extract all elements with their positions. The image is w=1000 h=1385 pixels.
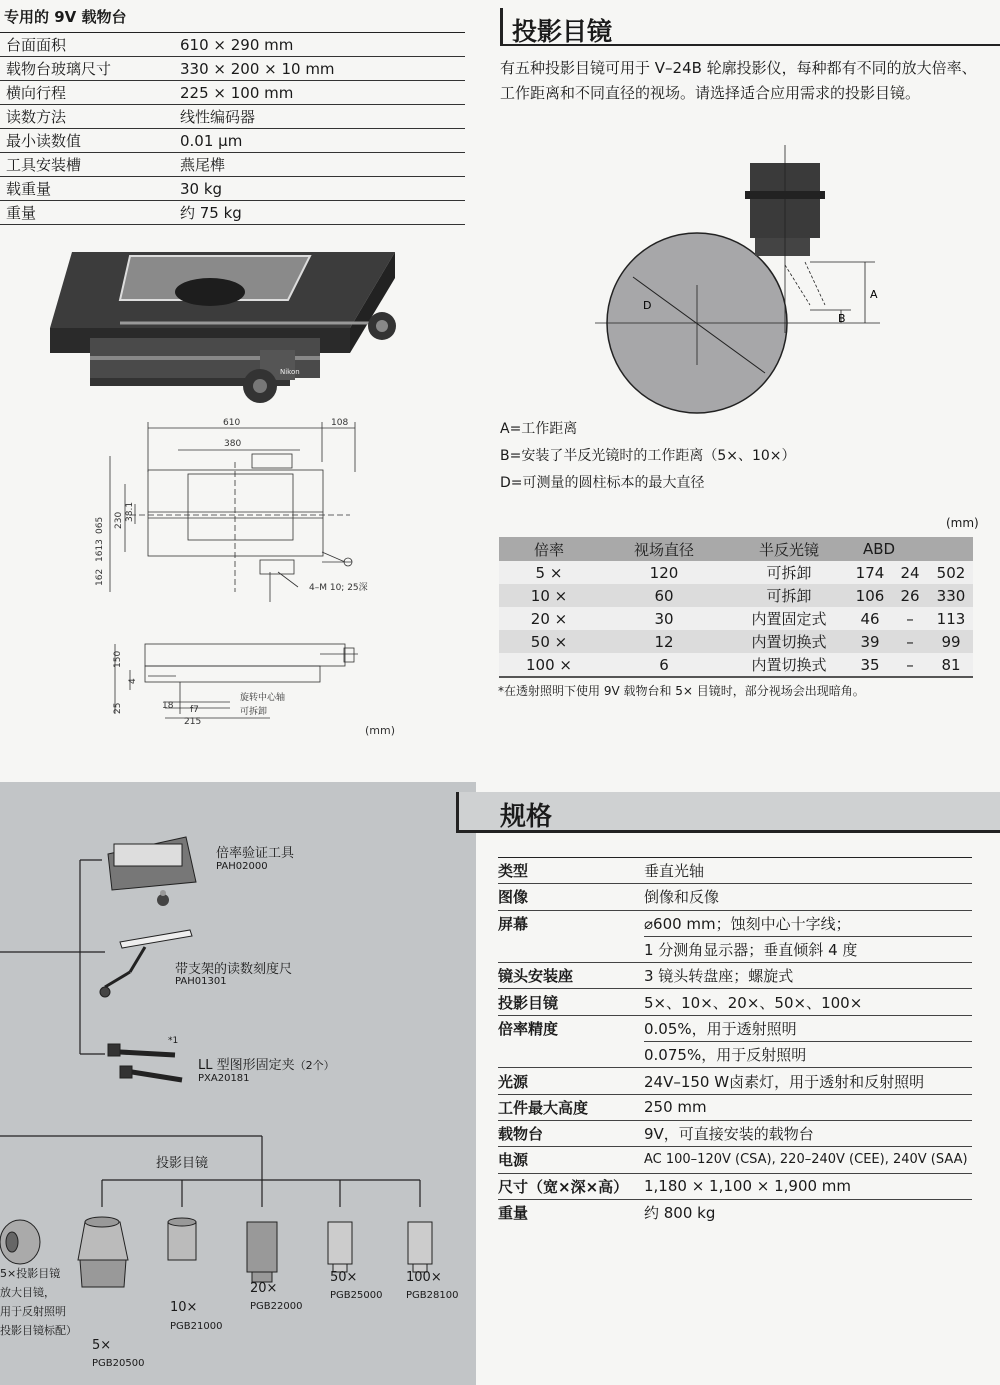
cell: – [891, 653, 929, 677]
cell: 39 [849, 630, 891, 653]
side-lens-note [0, 1264, 77, 1340]
table-row [0, 153, 465, 177]
lens-title-text: 投影目镜 [512, 17, 613, 46]
spec-value: AC 100–120V (CSA), 220–240V (CEE), 240V (SAA) [644, 1147, 972, 1173]
acc-clamp-label: LL 型图形固定夹 [198, 1058, 295, 1073]
ll-clamp-image [108, 1044, 182, 1080]
stage-photo [50, 238, 410, 408]
table-header-row [499, 537, 973, 561]
dim-150: 150 [113, 650, 123, 668]
cell: 46 [849, 607, 891, 630]
table-row [499, 607, 973, 630]
lens-100x-image [408, 1222, 432, 1272]
cell: 330 [929, 584, 973, 607]
table-row [498, 1042, 972, 1068]
cell: 12 [599, 630, 729, 653]
spec-key: 重量 [0, 201, 174, 225]
stage-spec-table [0, 32, 465, 225]
cell: 内置切换式 [729, 630, 849, 653]
spec-value: 0.01 μm [174, 129, 465, 153]
cell: 26 [891, 584, 929, 607]
stage-title: 专用的 9V 载物台 [4, 8, 127, 26]
spec-key: 工具安装槽 [0, 153, 174, 177]
lens-100x-label: 100× [406, 1270, 442, 1285]
acc-clamp-qty: （2个） [294, 1059, 335, 1072]
cell: 10 × [499, 584, 599, 607]
table-row [498, 1120, 972, 1146]
col-header: ABD [849, 537, 973, 561]
dim-162: 162 [95, 568, 105, 586]
legend-b: B=安装了半反光镜时的工作距离（5×、10×） [500, 448, 796, 464]
lens-5x-image [78, 1217, 128, 1287]
spec-key: 载重量 [0, 177, 174, 201]
col-header: 倍率 [499, 537, 599, 561]
table-row [0, 57, 465, 81]
spec-value: 0.075%，用于反射照明 [644, 1042, 972, 1068]
lens-20x-label: 20× [250, 1281, 278, 1296]
spec-value: 约 75 kg [174, 201, 465, 225]
dim-380: 380 [224, 439, 242, 449]
lens-20x-image [247, 1222, 277, 1282]
dim-108: 108 [331, 418, 349, 428]
table-row [499, 630, 973, 653]
side-note-line: 放大目镜， [0, 1286, 55, 1299]
spec-key: 光源 [498, 1068, 644, 1094]
table-row [0, 81, 465, 105]
label-d: D [643, 299, 652, 312]
spec-value: 24V–150 W卤素灯，用于透射和反射照明 [644, 1068, 972, 1094]
col-header: 视场直径 [599, 537, 729, 561]
spec-value: 垂直光轴 [644, 858, 972, 884]
table-row [498, 1173, 972, 1199]
spec-value: 1 分测角显示器；垂直倾斜 4 度 [644, 936, 972, 962]
dim-38: 38.1 [125, 501, 135, 522]
spec-key: 图像 [498, 884, 644, 910]
lens-100x-code: PGB28100 [406, 1290, 459, 1301]
cell: 174 [849, 561, 891, 584]
cell: 50 × [499, 630, 599, 653]
spec-value: 610 × 290 mm [174, 33, 465, 57]
cell: 35 [849, 653, 891, 677]
cell: 100 × [499, 653, 599, 677]
dim-1613: 1613 [95, 539, 105, 562]
cell: 5 × [499, 561, 599, 584]
spec-value: 约 800 kg [644, 1204, 716, 1222]
spec-value: 1,180 × 1,100 × 1,900 mm [644, 1173, 972, 1199]
lens-50x-code: PGB25000 [330, 1290, 383, 1301]
spec-key [498, 936, 644, 962]
note-detachable: 可拆卸 [240, 707, 268, 717]
spec-key: 镜头安装座 [498, 963, 644, 989]
acc-scale-name: 带支架的读数刻度尺 [175, 962, 293, 977]
spec-value: 9V，可直接安装的载物台 [644, 1120, 972, 1146]
spec-value: 线性编码器 [174, 105, 465, 129]
cell: 内置切换式 [729, 653, 849, 677]
spec-value: 225 × 100 mm [174, 81, 465, 105]
legend-a: A=工作距离 [500, 421, 578, 437]
note-holes: 4–M 10; 25深 [309, 583, 368, 593]
cell: 60 [599, 584, 729, 607]
table-row [499, 653, 973, 677]
table-row [498, 989, 972, 1015]
spec-key: 重量 [498, 1204, 529, 1222]
lens-section-title [500, 8, 1000, 46]
cell: 6 [599, 653, 729, 677]
legend-d: D=可测量的圆柱标本的最大直径 [500, 475, 705, 491]
spec-key: 屏幕 [498, 914, 529, 933]
lens-5x-label: 5× [92, 1338, 112, 1353]
acc-verification-tool-name: 倍率验证工具 [216, 846, 295, 861]
cell: 24 [891, 561, 929, 584]
label-a: A [870, 288, 878, 301]
spec-key: 横向行程 [0, 81, 174, 105]
lens-20x-code: PGB22000 [250, 1301, 303, 1312]
table-row [498, 858, 972, 884]
cell: 106 [849, 584, 891, 607]
cell: 可拆卸 [729, 584, 849, 607]
dim-230: 230 [114, 511, 124, 529]
spec-key: 尺寸（宽×深×高） [498, 1173, 644, 1199]
cell: 可拆卸 [729, 561, 849, 584]
acc-clamp-code: PXA20181 [198, 1073, 250, 1084]
lens-50x-image [328, 1222, 352, 1272]
dim-4: 4 [128, 678, 138, 684]
unit-mm: (mm) [365, 724, 396, 737]
cell: 81 [929, 653, 973, 677]
lens-diagram [595, 145, 895, 415]
lens-10x-image [168, 1218, 196, 1260]
cell: 20 × [499, 607, 599, 630]
table-row [498, 963, 972, 989]
spec-key: 投影目镜 [498, 989, 644, 1015]
table-row [0, 105, 465, 129]
label-b: B [838, 312, 846, 325]
spec-value: 250 mm [644, 1094, 972, 1120]
table-row [0, 33, 465, 57]
acc-clamp-name [198, 1054, 335, 1073]
cell: 120 [599, 561, 729, 584]
table-row [499, 584, 973, 607]
table-row [498, 910, 972, 936]
table-row [498, 1199, 972, 1225]
acc-clamp-mark: *1 [168, 1036, 179, 1046]
spec-table [498, 857, 972, 1225]
spec-key: 载物台 [498, 1120, 644, 1146]
note-rotation-axis: 旋转中心轴 [240, 693, 286, 703]
spec-key: 工件最大高度 [498, 1094, 644, 1120]
lens-10x-code: PGB21000 [170, 1321, 223, 1332]
stage-dimension-drawing [90, 412, 430, 742]
spec-key: 电源 [498, 1147, 644, 1173]
brand-label: Nikon [280, 368, 300, 376]
table-row [0, 201, 465, 225]
lens-group-label: 投影目镜 [156, 1156, 209, 1171]
cell: 内置固定式 [729, 607, 849, 630]
side-note-line: 用于反射照明 [0, 1305, 66, 1318]
spec-key: 最小读数值 [0, 129, 174, 153]
table-row [499, 561, 973, 584]
spec-value: 330 × 200 × 10 mm [174, 57, 465, 81]
lens-table-unit: (mm) [946, 516, 979, 530]
spec-key: 读数方法 [0, 105, 174, 129]
spec-value: 30 kg [174, 177, 465, 201]
spec-key [498, 1042, 644, 1068]
lens-description: 有五种投影目镜可用于 V–24B 轮廓投影仪，每种都有不同的放大倍率、工作距离和不同直径的视场。请选择适合应用需求的投影目镜。 [500, 59, 977, 102]
dim-f7: f7 [190, 705, 199, 715]
cell: 99 [929, 630, 973, 653]
cell: – [891, 607, 929, 630]
spec-value: 倒像和反像 [644, 884, 972, 910]
cell: – [891, 630, 929, 653]
spec-key: 台面面积 [0, 33, 174, 57]
spec-title-text: 规格 [500, 802, 553, 832]
table-row [0, 177, 465, 201]
cell: 30 [599, 607, 729, 630]
dim-25: 25 [113, 702, 123, 714]
spec-section-title [456, 792, 1000, 833]
lens-table-note: *在透射照明下使用 9V 载物台和 5× 目镜时，部分视场会出现暗角。 [498, 684, 865, 698]
table-row [498, 884, 972, 910]
lens-5x-code: PGB20500 [92, 1358, 145, 1369]
lens-10x-label: 10× [170, 1300, 198, 1315]
spec-value: 3 镜头转盘座；螺旋式 [644, 963, 972, 989]
dim-610: 610 [223, 418, 241, 428]
col-header: 半反光镜 [729, 537, 849, 561]
table-row [498, 936, 972, 962]
side-lens-image [0, 1220, 40, 1264]
spec-value: 5×、10×、20×、50×、100× [644, 989, 972, 1015]
dim-215: 215 [184, 717, 202, 727]
acc-verification-tool-code: PAH02000 [216, 861, 268, 872]
dim-18: 18 [162, 701, 174, 711]
cell: 113 [929, 607, 973, 630]
lens-50x-label: 50× [330, 1270, 358, 1285]
table-row [498, 1094, 972, 1120]
table-row [498, 1147, 972, 1173]
table-row [0, 129, 465, 153]
dim-065: 065 [95, 516, 105, 534]
spec-value: 0.05%，用于透射照明 [644, 1015, 972, 1041]
spec-key: 倍率精度 [498, 1020, 559, 1039]
acc-scale-code: PAH01301 [175, 976, 227, 987]
table-row [498, 1015, 972, 1041]
cell: 502 [929, 561, 973, 584]
table-row [498, 1068, 972, 1094]
spec-key: 类型 [498, 858, 644, 884]
spec-value: 燕尾榫 [174, 153, 465, 177]
side-note-line: 投影目镜标配） [0, 1324, 77, 1337]
lens-table [499, 537, 973, 678]
verification-tool-image [108, 837, 196, 906]
spec-value: ⌀600 mm；蚀刻中心十字线； [644, 910, 972, 936]
spec-key: 载物台玻璃尺寸 [0, 57, 174, 81]
side-note-line: 5×投影目镜 [0, 1267, 61, 1280]
